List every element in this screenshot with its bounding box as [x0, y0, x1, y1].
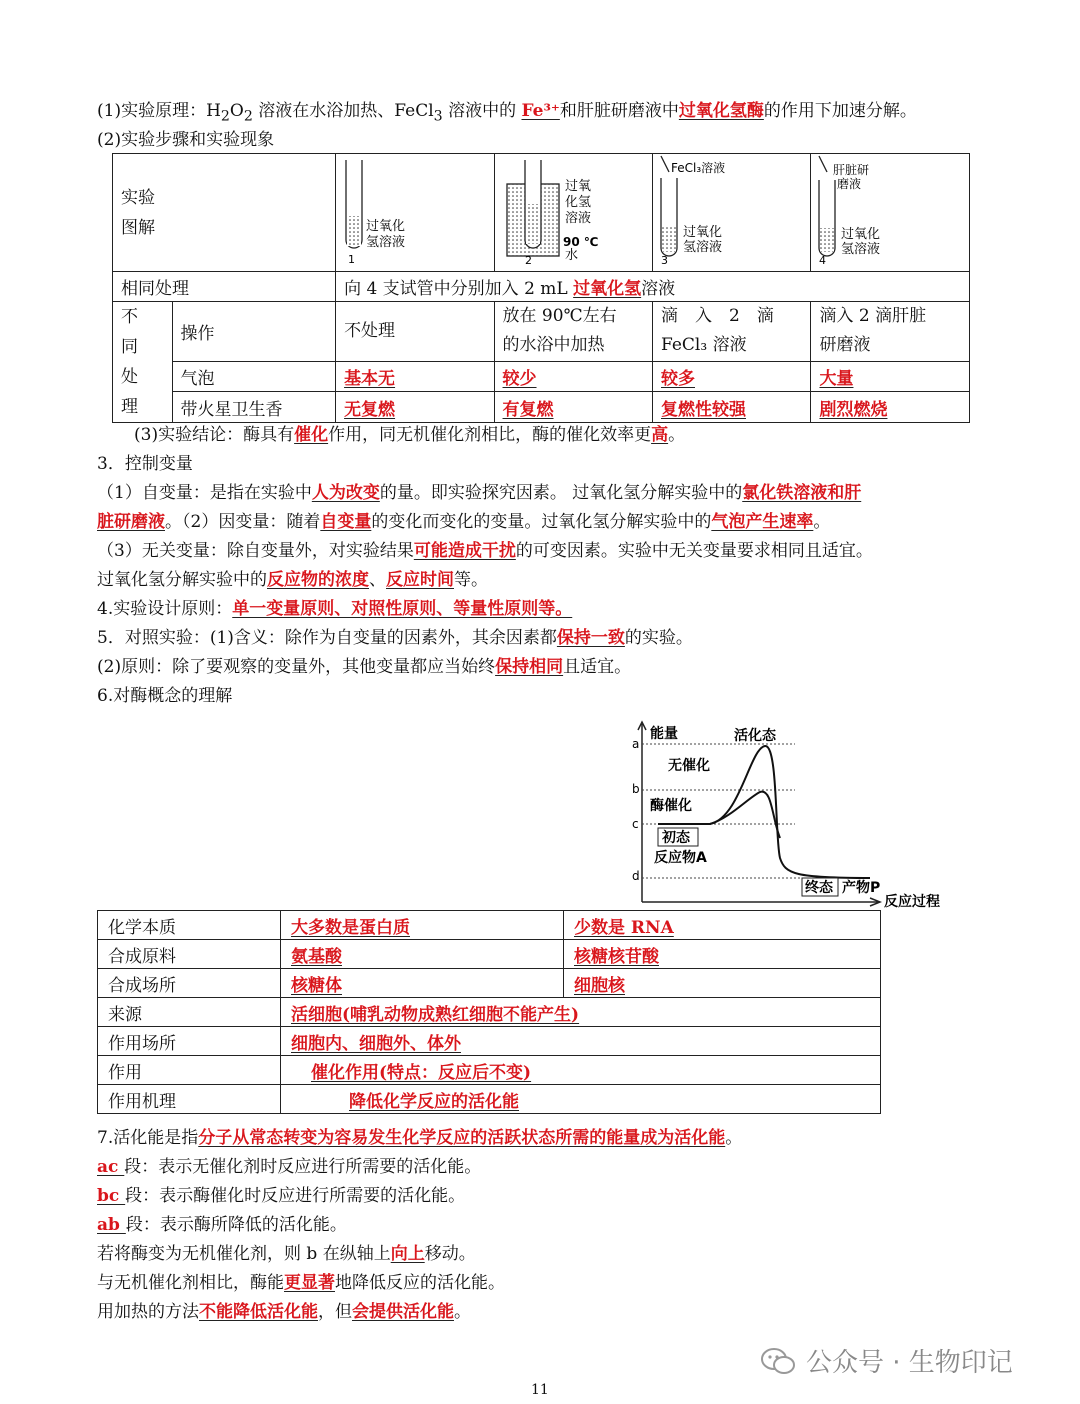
tube-4-label-b: 磨液 — [837, 177, 862, 191]
svg-text:过氧化: 过氧化 — [841, 227, 881, 242]
tick-a: a — [632, 737, 640, 751]
bubble-1: 基本无 — [336, 361, 494, 392]
dependent-var-line: 脏研磨液。（2）因变量：随着自变量的变化而变化的变量。过氧化氢分解实验中的气泡产生速率。 — [97, 512, 831, 532]
splint-1: 无复燃 — [336, 392, 494, 423]
wechat-icon — [760, 1346, 796, 1376]
table-row: 合成场所 核糖体 细胞核 — [98, 969, 881, 998]
final-state-label: 终态 — [805, 880, 833, 896]
tube-1-label-a: 过氧化 — [366, 219, 406, 234]
tube-2-label-e: 水 — [564, 248, 578, 263]
section-6-heading: 6.对酶概念的理解 — [97, 686, 233, 706]
enzyme-curve — [710, 792, 780, 838]
tube-2-diagram — [495, 154, 651, 266]
dropper-icon — [819, 156, 827, 172]
y-axis-label: 能量 — [650, 726, 678, 742]
control-principle-line: (2)原则：除了要观察的变量外，其他变量都应当始终保持相同且适宜。 — [97, 657, 632, 677]
table-row: 合成原料 氨基酸 核糖核苷酸 — [98, 940, 881, 969]
tube-2-label-c: 溶液 — [564, 211, 591, 226]
table-row: 作用 催化作用(特点：反应后不变) — [98, 1056, 881, 1085]
activation-energy-def: 7.活化能是指分子从常态转变为容易发生化学反应的活跃状态所需的能量成为活化能。 — [97, 1128, 743, 1148]
table-row: 作用机理 降低化学反应的活化能 — [98, 1085, 881, 1114]
splint-label: 带火星卫生香 — [172, 392, 336, 423]
tube-number-1: 1 — [348, 253, 356, 266]
ab-line: ab 段：表示酶所降低的活化能。 — [97, 1215, 347, 1235]
svg-text:过氧化: 过氧化 — [683, 225, 723, 240]
activation-energy-graph — [620, 718, 960, 914]
x-axis-label: 反应过程 — [884, 894, 940, 910]
experiment-table — [112, 153, 970, 423]
tube-1-diagram — [336, 154, 492, 266]
table-row: 作用场所 细胞内、细胞外、体外 — [98, 1027, 881, 1056]
op-1: 不处理 — [336, 302, 494, 362]
bubble-4: 大量 — [811, 361, 970, 392]
watermark: 公众号 · 生物印记 — [760, 1342, 1013, 1379]
reactant-label: 反应物A — [654, 850, 707, 866]
tube-2-label-b: 化氢 — [564, 195, 591, 210]
same-treatment-label: 相同处理 — [113, 272, 336, 302]
page-number: 11 — [531, 1382, 549, 1398]
op-2: 放在 90℃左右 的水浴中加热 — [494, 302, 652, 362]
solution-fill — [347, 216, 361, 246]
tube-1-cell — [336, 154, 494, 272]
bubble-2: 较少 — [494, 361, 652, 392]
control-exp-line: 5．对照实验：(1)含义：除作为自变量的因素外，其余因素都保持一致的实验。 — [97, 628, 693, 648]
op-4: 滴入 2 滴肝脏 研磨液 — [811, 302, 970, 362]
principle-line: (1)实验原理：$H_2O_2$ 溶液在水浴加热、FeCl$_3$ 溶液中的 Fe³⁺和肝脏研磨液中过氧化氢酶的作用下加速分解。 — [97, 101, 917, 125]
uncatalyzed-label: 无催化 — [668, 758, 710, 774]
initial-state-label: 初态 — [662, 830, 690, 846]
splint-4: 剧烈燃烧 — [811, 392, 970, 423]
same-treatment-value: 向 4 支试管中分别加入 2 mL 过氧化氢溶液 — [336, 272, 970, 302]
active-state-label: 活化态 — [734, 728, 776, 744]
bc-line: bc 段：表示酶催化时反应进行所需要的活化能。 — [97, 1186, 466, 1206]
inorganic-catalyst-line: 若将酶变为无机催化剂，则 b 在纵轴上向上移动。 — [97, 1244, 476, 1264]
bubble-label: 气泡 — [172, 361, 336, 392]
svg-text:氢溶液: 氢溶液 — [841, 242, 881, 257]
tube-number-4: 4 — [819, 254, 827, 266]
irrelevant-var-example: 过氧化氢分解实验中的反应物的浓度、反应时间等。 — [97, 570, 488, 590]
op-3: 滴 入 2 滴 FeCl₃ 溶液 — [653, 302, 811, 362]
product-label: 产物P — [842, 880, 881, 896]
steps-heading: (2)实验步骤和实验现象 — [97, 130, 275, 150]
tick-b: b — [632, 782, 640, 796]
tube-number-2: 2 — [524, 254, 532, 266]
tube-3-diagram — [653, 154, 809, 266]
tick-c: c — [632, 817, 639, 831]
splint-3: 复燃性较强 — [653, 392, 811, 423]
design-principle-line: 4.实验设计原则：单一变量原则、对照性原则、等量性原则等。 — [97, 599, 573, 619]
irrelevant-var-line: （3）无关变量：除自变量外，对实验结果可能造成干扰的可变因素。实验中无关变量要求相同且适宜。 — [97, 541, 873, 561]
conclusion-line: (3)实验结论：酶具有催化作用，同无机催化剂相比，酶的催化效率更高。 — [134, 425, 686, 445]
tube-3-cell — [653, 154, 811, 272]
bubble-3: 较多 — [653, 361, 811, 392]
splint-2: 有复燃 — [494, 392, 652, 423]
diagram-label: 实验 图解 — [113, 154, 336, 272]
diff-treatment-label: 不 同 处 理 — [113, 302, 173, 423]
enzyme-label: 酶催化 — [650, 798, 692, 814]
tube-3-top-label: FeCl₃溶液 — [671, 161, 726, 175]
tube-1-label-b: 氢溶液 — [366, 235, 406, 250]
enzyme-table — [97, 910, 881, 1114]
tube-2-label-d: 90 ℃ — [562, 235, 598, 249]
tube-4-diagram — [811, 154, 967, 266]
svg-text:氢溶液: 氢溶液 — [683, 240, 723, 255]
tick-d: d — [632, 869, 640, 883]
op-label: 操作 — [172, 302, 336, 362]
tube-2-label-a: 过氧 — [564, 179, 591, 194]
tube-2-cell — [494, 154, 652, 272]
tube-4-cell — [811, 154, 970, 272]
table-row: 来源 活细胞(哺乳动物成熟红细胞不能产生) — [98, 998, 881, 1027]
dropper-icon — [661, 156, 669, 172]
independent-var-line: （1）自变量：是指在实验中人为改变的量。即实验探究因素。 过氧化氢分解实验中的氯化铁溶液和肝 — [97, 483, 862, 503]
section-3-heading: 3．控制变量 — [97, 454, 193, 474]
ac-line: ac 段：表示无催化剂时反应进行所需要的活化能。 — [97, 1157, 482, 1177]
tube-number-3: 3 — [661, 254, 668, 266]
tube-4-label-a: 肝脏研 — [833, 163, 870, 177]
enzyme-compare-line: 与无机催化剂相比，酶能更显著地降低反应的活化能。 — [97, 1273, 505, 1293]
heating-line: 用加热的方法不能降低活化能，但会提供活化能。 — [97, 1302, 471, 1322]
table-row: 化学本质 大多数是蛋白质 少数是 RNA — [98, 911, 881, 940]
